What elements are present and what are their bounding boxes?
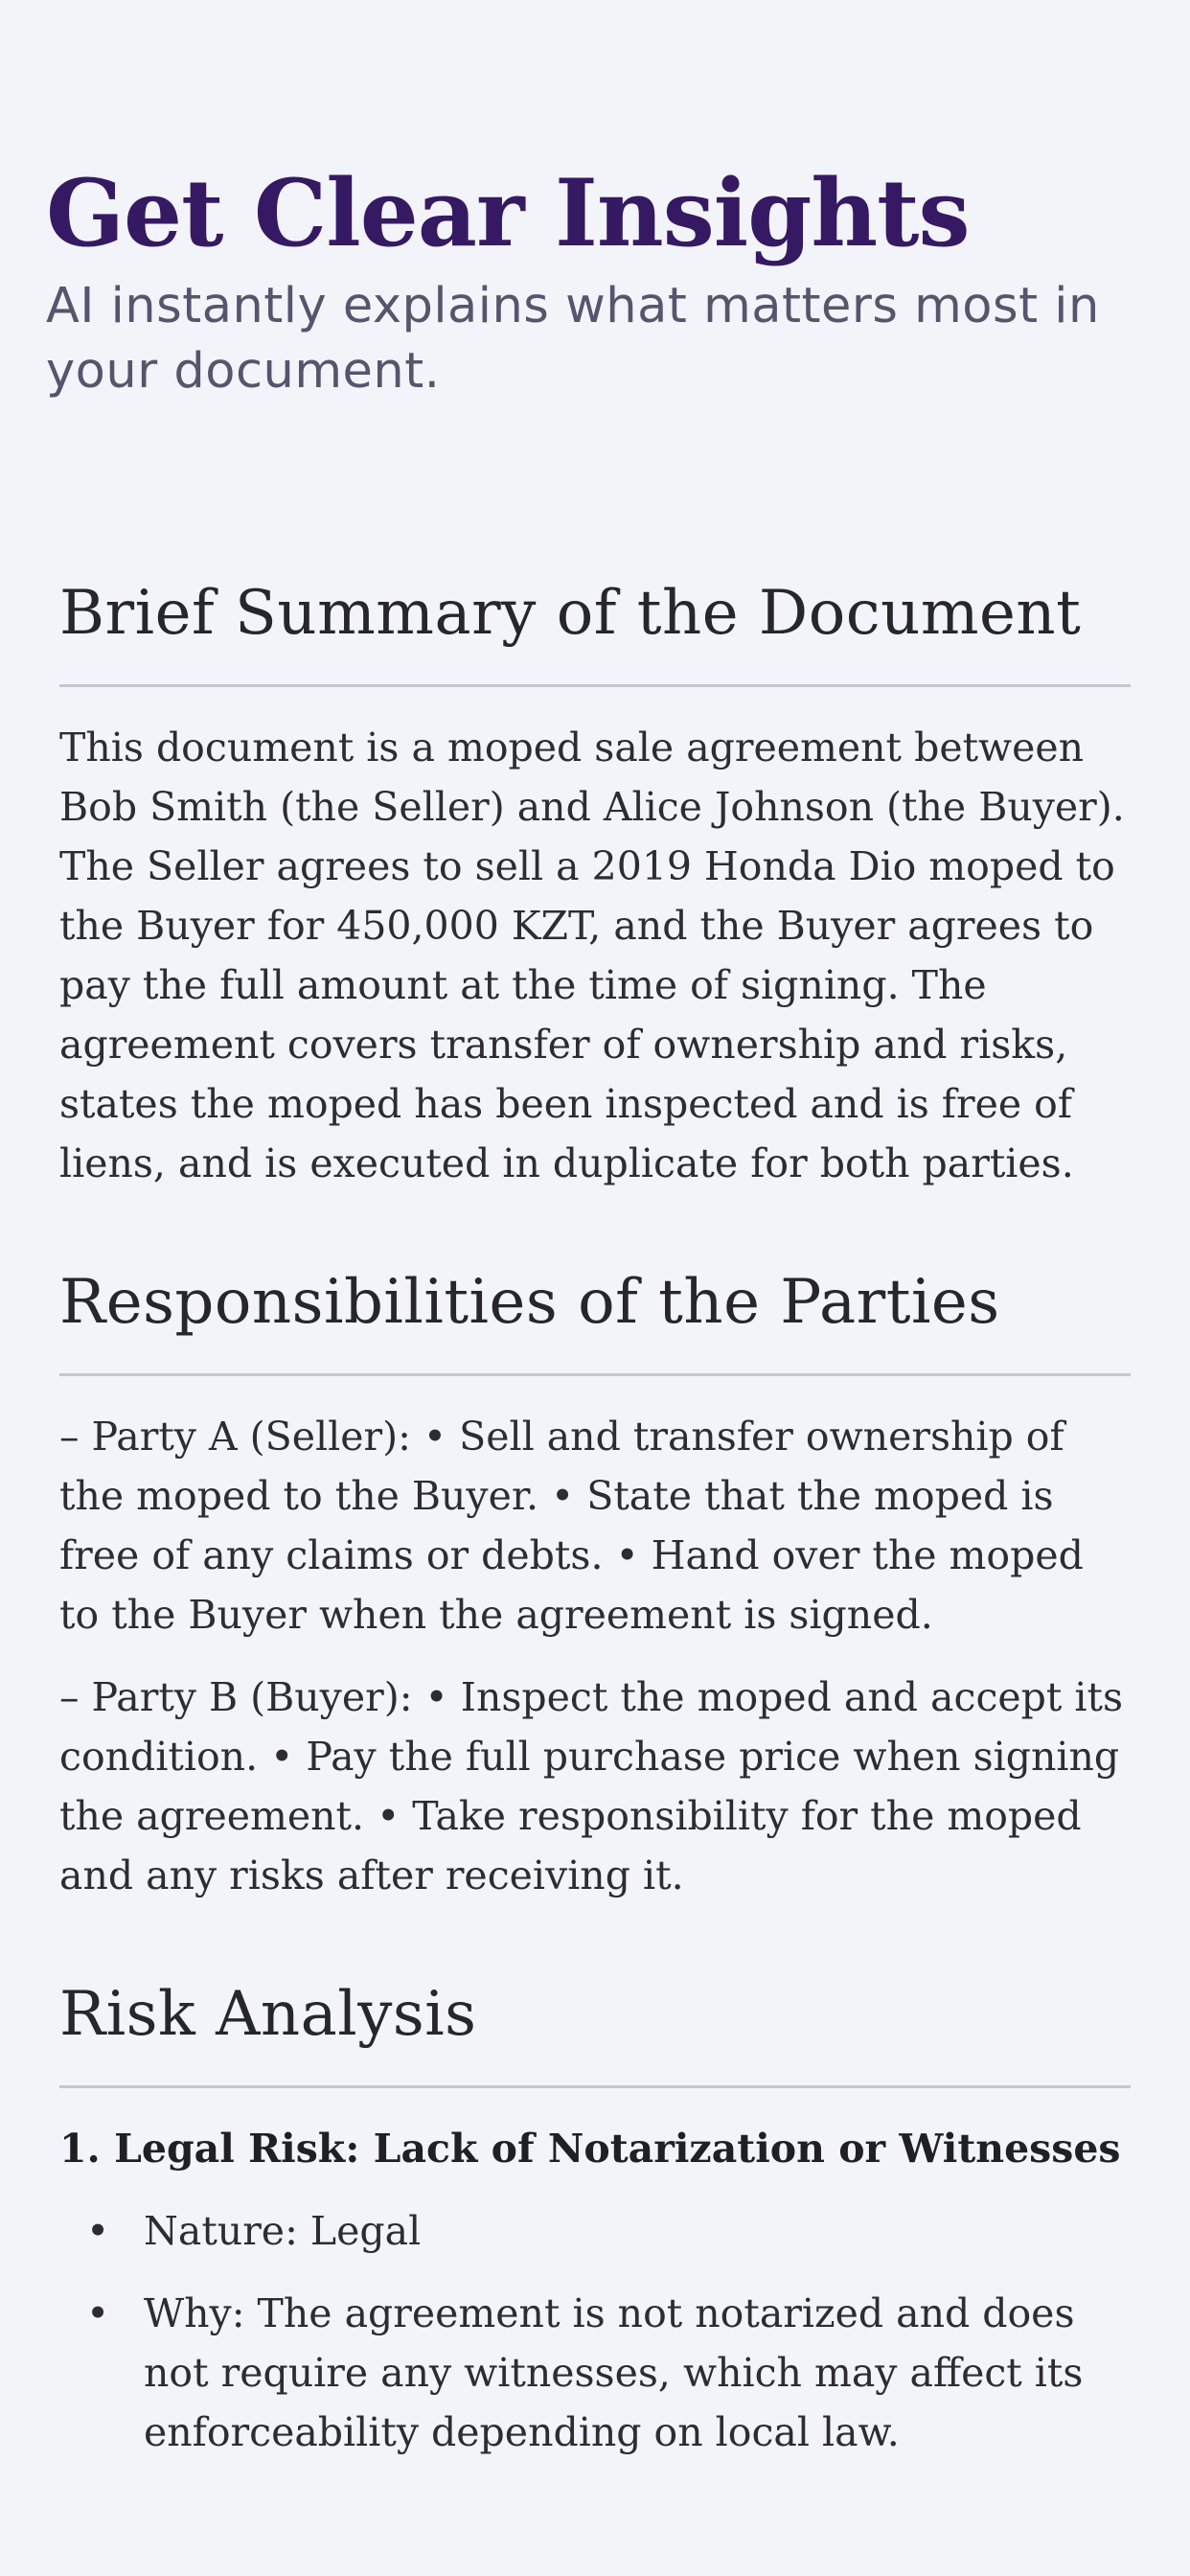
insights-content[interactable] [59,571,1131,2462]
party-b-responsibilities: – Party B (Buyer): • Inspect the moped and accept its condition. • Pay the full purchase price when signing the agreement. • Take responsibility for the moped and any risks after receiving it. [59,1674,1124,1898]
risk-nature-text: Nature: Legal [144,2208,422,2254]
risk-why-item [59,2284,1131,2462]
risk-nature-item [59,2201,1131,2261]
risk-analysis-heading: Risk Analysis [59,1979,477,2050]
bullet-icon: • [86,2290,110,2336]
party-a-responsibilities: – Party A (Seller): • Sell and transfer ownership of the moped to the Buyer. • State that the moped is free of any claims or debts. • Hand over the moped to the Buyer when the agreement is signed. [59,1414,1084,1638]
risk-item [59,2119,1131,2462]
section-divider [59,2085,1131,2088]
summary-section [59,571,1131,1193]
risk-item-bullets [59,2201,1131,2462]
summary-heading: Brief Summary of the Document [59,578,1082,649]
responsibilities-section [59,1260,1131,1905]
risk-item-title: 1. Legal Risk: Lack of Notarization or Witnesses [59,2126,1121,2172]
risk-why-text: Why: The agreement is not notarized and does not require any witnesses, which may affect its enforceability depending on local law. [144,2290,1084,2455]
section-divider [59,1373,1131,1376]
section-divider [59,684,1131,687]
hero-header [46,161,1148,404]
bullet-icon: • [86,2208,110,2254]
responsibilities-heading: Responsibilities of the Parties [59,1267,1000,1338]
summary-text: This document is a moped sale agreement between Bob Smith (the Seller) and Alice Johnson (the Buyer). The Seller agrees to sell a 2019 Honda Dio moped to the Buyer for 450,000 KZT, and the Buyer agrees to pay the full amount at the time of signing. The agreement covers transfer of ownership and risks, states the moped has been inspected and is free of liens, and is executed in duplicate for both parties. [59,724,1125,1186]
risk-analysis-section [59,1972,1131,2462]
page-title: Get Clear Insights [46,159,970,267]
page-subtitle: AI instantly explains what matters most in your document. [46,278,1100,400]
